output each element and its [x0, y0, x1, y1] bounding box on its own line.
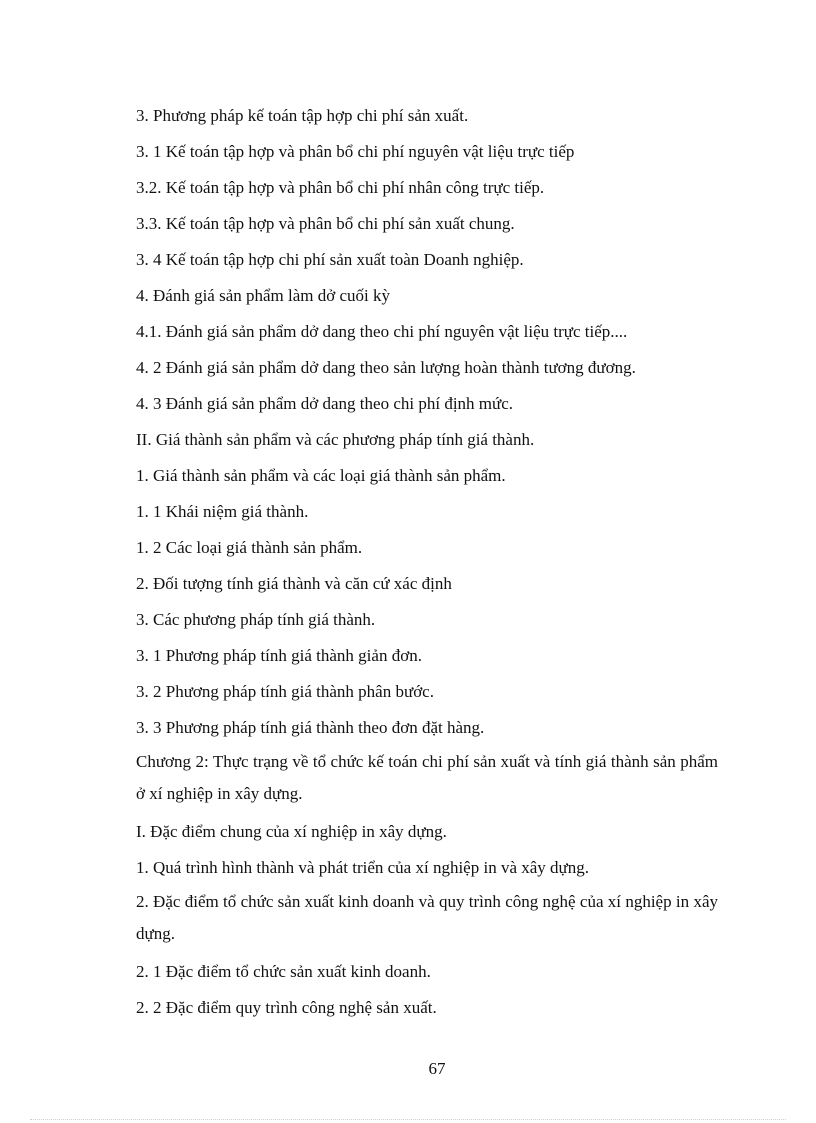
- toc-item: 3. 2 Phương pháp tính giá thành phân bước.: [136, 682, 434, 701]
- toc-chapter-heading: Chương 2: Thực trạng về tổ chức kế toán chi phí sản xuất và tính giá thành sản phẩm ở xí nghiệp in xây dựng.: [136, 752, 718, 803]
- toc-item: 3. 1 Kế toán tập hợp và phân bổ chi phí nguyên vật liệu trực tiếp: [136, 142, 575, 161]
- toc-item: 2. Đối tượng tính giá thành và căn cứ xác định: [136, 574, 452, 593]
- toc-item: 4.1. Đánh giá sản phẩm dở dang theo chi phí nguyên vật liệu trực tiếp....: [136, 322, 628, 341]
- toc-item: 3.3. Kế toán tập hợp và phân bổ chi phí sản xuất chung.: [136, 214, 515, 233]
- toc-item: 1. 1 Khái niệm giá thành.: [136, 502, 309, 521]
- toc-item: 3. Phương pháp kế toán tập hợp chi phí sản xuất.: [136, 106, 469, 125]
- toc-item: 4. 3 Đánh giá sản phẩm dở dang theo chi phí định mức.: [136, 394, 514, 413]
- toc-content: [136, 98, 718, 1026]
- toc-item: 2. 1 Đặc điểm tổ chức sản xuất kinh doanh.: [136, 962, 431, 981]
- toc-item: 4. 2 Đánh giá sản phẩm dở dang theo sản lượng hoàn thành tương đương.: [136, 358, 636, 377]
- toc-item: 3.2. Kế toán tập hợp và phân bổ chi phí nhân công trực tiếp.: [136, 178, 545, 197]
- toc-item: 2. Đặc điểm tổ chức sản xuất kinh doanh và quy trình công nghệ của xí nghiệp in xây dựng.: [136, 892, 718, 943]
- page-bottom-divider: [30, 1119, 786, 1120]
- toc-item: 2. 2 Đặc điểm quy trình công nghệ sản xuất.: [136, 998, 437, 1017]
- toc-item: 3. 1 Phương pháp tính giá thành giản đơn.: [136, 646, 422, 665]
- toc-item: II. Giá thành sản phẩm và các phương pháp tính giá thành.: [136, 430, 535, 449]
- toc-item: 4. Đánh giá sản phẩm làm dở cuối kỳ: [136, 286, 391, 305]
- toc-item: 3. 4 Kế toán tập hợp chi phí sản xuất toàn Doanh nghiệp.: [136, 250, 524, 269]
- page-number: 67: [428, 1059, 446, 1078]
- toc-item: 1. Quá trình hình thành và phát triển của xí nghiệp in và xây dựng.: [136, 858, 589, 877]
- toc-item: 3. Các phương pháp tính giá thành.: [136, 610, 376, 629]
- toc-item: 1. Giá thành sản phẩm và các loại giá thành sản phẩm.: [136, 466, 506, 485]
- toc-item: 3. 3 Phương pháp tính giá thành theo đơn đặt hàng.: [136, 718, 485, 737]
- toc-item: 1. 2 Các loại giá thành sản phẩm.: [136, 538, 363, 557]
- toc-item: I. Đặc điểm chung của xí nghiệp in xây dựng.: [136, 822, 447, 841]
